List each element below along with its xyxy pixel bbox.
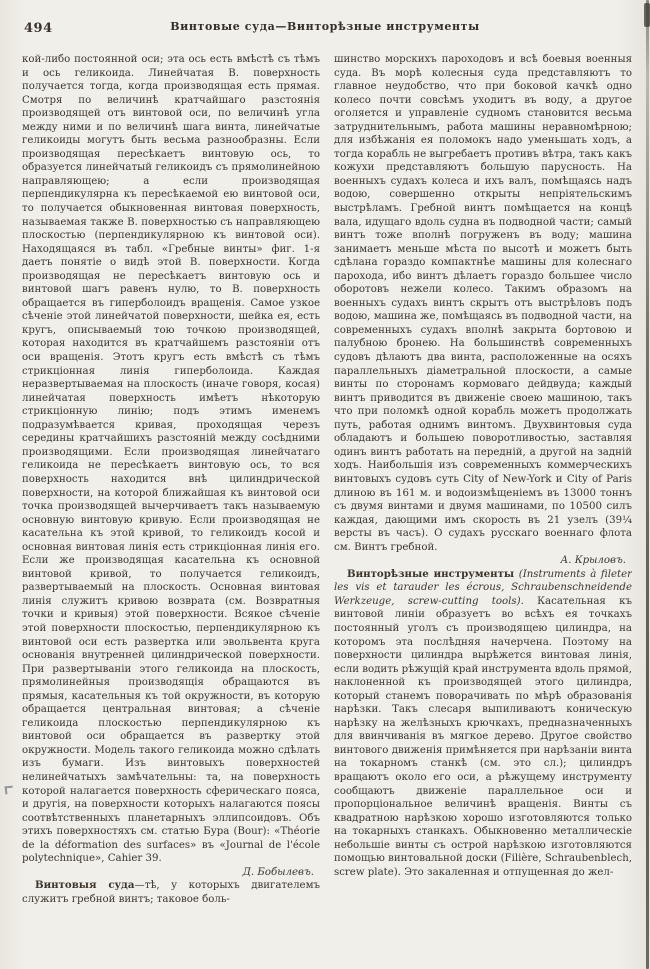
page-number: 494 (24, 21, 53, 36)
author-signature-krylov: А. Крыловъ. (560, 555, 626, 567)
article-foreign-names: (Instruments à fileter les vis et tarauder les écrous, Schraubenschneidende Werkzeuge, screw-cutting tools). (334, 568, 632, 607)
running-head (0, 20, 650, 38)
article-continuation-right: шинство морскихъ пароходовъ и всѣ боевыя военныя суда. Въ морѣ колесныя суда представляютъ то главное неудобство, что при боковой качкѣ одно колесо почти совсѣмъ уходитъ въ воду, а другое оголяется и управленіе судномъ становится весьма затруднительнымъ, работа машины неравномѣрною; для избѣжанія ея поломокъ надо уменьшать ходъ, а тогда корабль не выгребаетъ противъ вѣтра, такъ какъ кожухи представляютъ большую парусность. На военныхъ судахъ колеса и ихъ валъ, помѣщаясь надъ водою, совершенно открыты непріятельскимъ выстрѣламъ. Гребной винтъ помѣщается на концѣ вала, идущаго вдоль судна въ подводной части; самый винтъ тоже вполнѣ погруженъ въ воду; машина занимаетъ меньше мѣста по высотѣ и можетъ быть сдѣлана гораздо компактнѣе машины для колеснаго парохода, ибо винтъ дѣлаетъ гораздо большее число оборотовъ нежели колесо. Такимъ образомъ на военныхъ судахъ винтъ скрытъ отъ выстрѣловъ подъ водою, машина же, помѣщаясь въ подводной части, на современныхъ судахъ вполнѣ закрыта бортовою и палубною бронею. На большинствѣ современныхъ судовъ дѣлаютъ два винта, расположенные на осяхъ параллельныхъ діаметральной плоскости, а самые винты по сторонамъ кормоваго дейдвуда; каждый винтъ приводится въ движеніе своею машиною, такъ что при поломкѣ одной корабль можетъ продолжать путь, работая однимъ винтомъ. Двухвинтовыя суда обладаютъ и большею поворотливостью, заставляя одинъ винтъ работать на передній, а другой на задній ходъ. Наибольшія изъ современныхъ коммерческихъ винтовыхъ судовъ суть City of New-York и City of Paris длиною въ 161 м. и водоизмѣщеніемъ въ 13000 тоннъ съ двумя винтами и двумя машинами, по 10500 силъ каждая, дающими имъ скорость въ 21 узелъ (39¼ версты въ часъ). О судахъ русскаго военнаго флота см. Винтъ гребной. (334, 54, 632, 553)
author-signature-bobylev: Д. Бобылевъ. (242, 866, 314, 878)
article-vintovyya-suda-text: —тѣ, у которыхъ двигателемъ служитъ гребной винтъ; таковое боль- (22, 880, 320, 905)
article-vintovyya-suda (22, 879, 320, 906)
text-columns (22, 53, 632, 949)
article-vintoreznye-text: Касательная къ винтовой линіи образуетъ во всѣхъ ея точкахъ постоянный уголъ съ производящею цилиндра, на которомъ эта послѣдняя начерчена. Поэтому на поверхности цилиндра вырѣжется винтовая линія, если водить рѣжущій край инструмента вдоль прямой, наклоненной къ производящей этого цилиндра, который станемъ поворачивать по мѣрѣ образованія нарѣзки. Такъ слесаря выпиливаютъ коническую нарѣзку на желѣзныхъ крючкахъ, предназначенныхъ для ввинчиванія въ мягкое дерево. Другое свойство винтового движенія примѣняется при нарѣзаніи винта на токарномъ станкѣ (см. это сл.); цилиндръ вращаютъ около его оси, а рѣжущему инструменту сообщаютъ движеніе параллельное оси и пропорціональное величинѣ вращенія. Винты съ квадратною нарѣзкою хорошо изготовляются только на токарныхъ станкахъ. Обыкновенно металлическіе небольшіе винты съ острой нарѣзкою изготовляются помощью винтовальной доски (Filière, Schraubenblech, screw plate). Это закаленная и отпущенная до жел- (334, 595, 632, 878)
right-column (334, 53, 632, 949)
margin-pen-mark (5, 786, 14, 795)
left-column (22, 53, 320, 949)
article-vintoreznye-instrumenty (334, 568, 632, 880)
article-title-vintoreznye-instrumenty: Винторѣзные инструменты (347, 567, 515, 580)
scan-corner-mark (644, 3, 650, 27)
article-title-vintovyya-suda: Винтовыя суда (35, 879, 135, 892)
article-continuation-left: кой-либо постоянной оси; эта ось есть вмѣстѣ съ тѣмъ и ось геликоида. Линейчатая В. поверхность получается тогда, когда производящая есть прямая. Смотря по величинѣ кратчайшаго разстоянія производящей отъ винтовой оси, по величинѣ угла между ними и по величинѣ шага винта, линейчатые геликоиды могутъ быть весьма разнообразны. Если производящая пересѣкаетъ винтовую ось, то образуется линейчатый геликоидъ съ прямолинейною направляющею; а если производящая перпендикулярна къ пересѣкаемой ею винтовой оси, то получается обыкновенная винтовая поверхность, называемая также В. поверхностью съ направляющею плоскостью (перпендикулярною къ винтовой оси). Находящаяся въ табл. «Гребные винты» фиг. 1-я даетъ понятіе о видѣ этой В. поверхности. Когда производящая не пересѣкаетъ винтовую ось и винтовой шагъ равенъ нулю, то В. поверхность обращается въ гиперболоидъ вращенія. Самое узкое сѣченіе этой линейчатой поверхности, шейка ея, есть кругъ, описываемый тою точкою производящей, которая находится въ кратчайшемъ разстояніи отъ оси вращенія. Этотъ кругъ есть вмѣстѣ съ тѣмъ стрикціонная линія гиперболоида. Каждая неразвертываемая на плоскость (иначе говоря, косая) линейчатая поверхность имѣетъ нѣкоторую стрикціонную линію; подъ этимъ именемъ подразумѣвается кривая, проходящая черезъ середины кратчайшихъ разстояній между сосѣдними производящими. Если производящая линейчатаго геликоида не пересѣкаетъ винтовую ось, то вся поверхность находится внѣ цилиндрической поверхности, на которой ближайшая къ винтовой оси точка производящей вычерчиваетъ такъ называемую основную винтовую кривую. Если производящая не касательна къ этой кривой, то геликоидъ косой и основная винтовая линія есть стрикціонная линія его. Если же производящая касательна къ основной винтовой кривой, то получается геликоидъ, развертываемый на плоскость. Основная винтовая линія служитъ кривою возврата (см. Возвратныя точки и кривыя) этой поверхности. Всякое сѣченіе этой поверхности плоскостью, перпендикулярною къ винтовой оси есть развертка или эвольвента круга основанія внутренней цилиндрической поверхности. При развертываніи этого геликоида на плоскость, прямолинейныя производящія обращаются въ прямыя, касательныя къ той окружности, въ которую обращается центральная винтовая; а сѣченіе геликоида плоскостью перпендикулярною къ винтовой оси обращается въ развертку этой окружности. Модель такого геликоида можно сдѣлать изъ бумаги. Изъ винтовыхъ поверхностей нелинейчатыхъ замѣчательны: та, на поверхность которой налагается поверхность сферическаго пояса, и другія, на поверхности которыхъ налагаются поясы соотвѣтственныхъ планетарныхъ эллипсоидовъ. Объ этихъ поверхностяхъ см. статью Бура (Bour): «Théorie de la déformation des surfaces» въ «Journal de l'école polytechnique», Cahier 39. (22, 54, 320, 865)
running-head-title: Винтовые суда—Винторѣзные инструменты (170, 20, 480, 33)
scan-edge-shadow (646, 0, 649, 969)
